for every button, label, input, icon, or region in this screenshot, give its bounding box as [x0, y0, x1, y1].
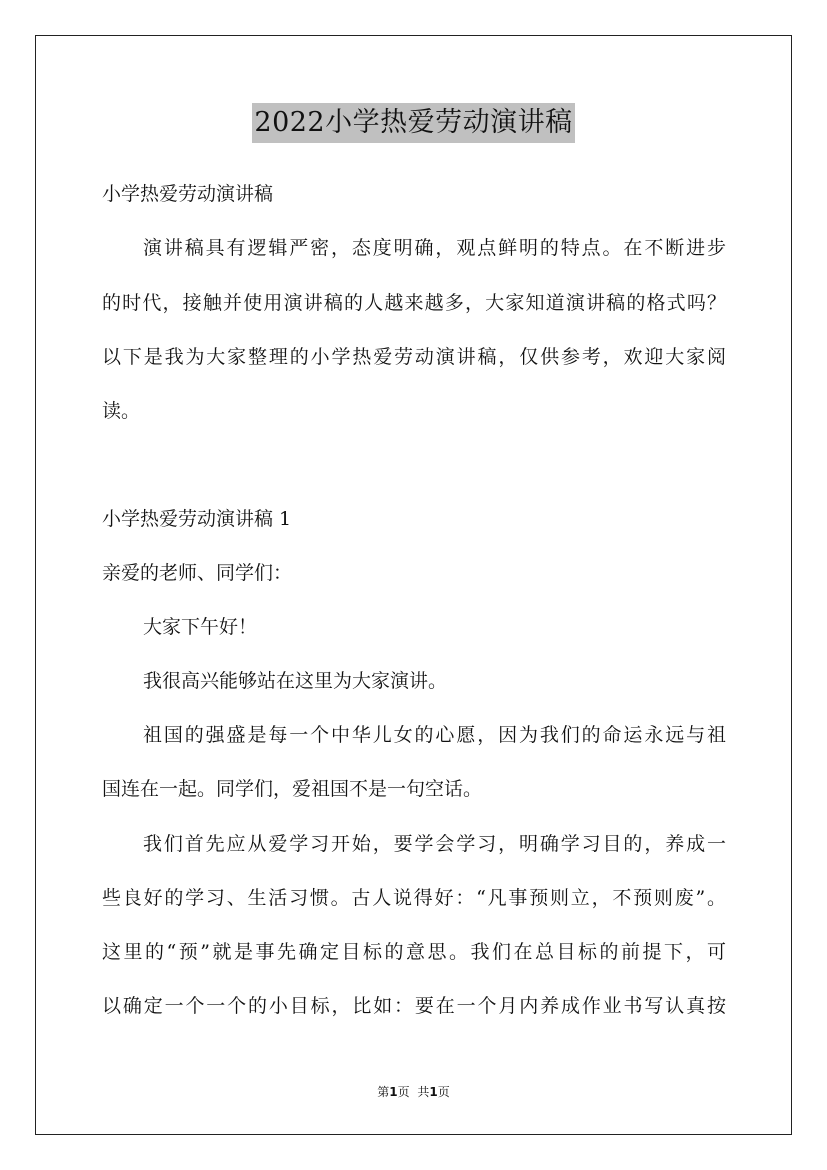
body-paragraph-line: 些良好的学习、生活习惯。古人说得好：“凡事预则立，不预则废”。 — [102, 887, 726, 909]
total-prefix: 共 — [417, 1085, 430, 1099]
intro-line: 以下是我为大家整理的小学热爱劳动演讲稿，仅供参考，欢迎大家阅 — [102, 346, 726, 368]
intro-line: 读。 — [102, 400, 141, 422]
body-paragraph-line: 国连在一起。同学们，爱祖国不是一句空话。 — [102, 778, 483, 800]
body-paragraph-line: 祖国的强盛是每一个中华儿女的心愿，因为我们的命运永远与祖 — [143, 724, 726, 746]
total-suffix: 页 — [437, 1085, 450, 1099]
document-title: 2022小学热爱劳动演讲稿 — [252, 103, 574, 143]
body-paragraph: 我很高兴能够站在这里为大家演讲。 — [143, 670, 448, 692]
body-paragraph-line: 我们首先应从爱学习开始，要学会学习，明确学习目的，养成一 — [143, 833, 726, 855]
section-heading: 小学热爱劳动演讲稿 1 — [102, 508, 292, 530]
intro-line: 演讲稿具有逻辑严密，态度明确，观点鲜明的特点。在不断进步 — [143, 237, 726, 259]
body-paragraph-line: 这里的“预”就是事先确定目标的意思。我们在总目标的前提下，可 — [102, 941, 726, 963]
body-paragraph-line: 以确定一个一个的小目标，比如：要在一个月内养成作业书写认真按 — [102, 995, 726, 1017]
page-number: 1 — [389, 1085, 398, 1099]
document-subtitle: 小学热爱劳动演讲稿 — [102, 183, 274, 205]
title-wrapper — [0, 103, 827, 143]
greeting: 大家下午好！ — [143, 616, 258, 638]
page-prefix: 第 — [377, 1085, 390, 1099]
salutation: 亲爱的老师、同学们： — [102, 562, 293, 584]
intro-line: 的时代，接触并使用演讲稿的人越来越多，大家知道演讲稿的格式吗？ — [102, 292, 726, 314]
page-footer — [0, 1084, 827, 1100]
total-pages: 1 — [429, 1085, 438, 1099]
page-suffix: 页 — [397, 1085, 410, 1099]
